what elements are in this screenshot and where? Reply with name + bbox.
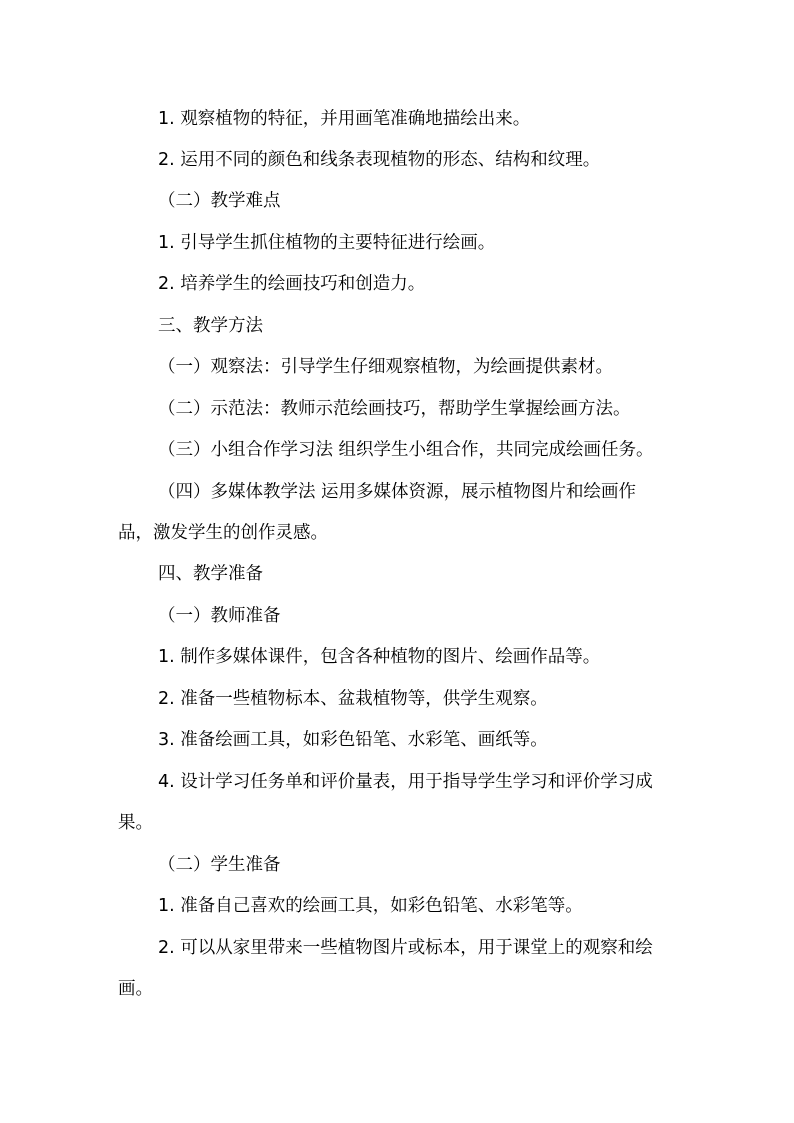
- section-heading-preparation: 四、教学准备: [158, 564, 263, 584]
- difficulty-2: 2. 培养学生的绘画技巧和创造力。: [158, 274, 426, 294]
- method-observation: （一）观察法：引导学生仔细观察植物，为绘画提供素材。: [158, 357, 613, 377]
- method-multimedia: （四）多媒体教学法 运用多媒体资源，展示植物图片和绘画作: [158, 482, 637, 502]
- heading-teacher-prep: （一）教师准备: [158, 606, 281, 626]
- student-prep-2-continued: 画。: [118, 979, 153, 999]
- section-heading-methods: 三、教学方法: [158, 316, 263, 336]
- student-prep-2: 2. 可以从家里带来一些植物图片或标本，用于课堂上的观察和绘: [158, 938, 653, 958]
- heading-difficulties: （二）教学难点: [158, 191, 281, 211]
- method-group-work: （三）小组合作学习法 组织学生小组合作，共同完成绘画任务。: [158, 440, 654, 460]
- student-prep-1: 1. 准备自己喜欢的绘画工具，如彩色铅笔、水彩笔等。: [158, 896, 583, 916]
- objective-1: 1. 观察植物的特征，并用画笔准确地描绘出来。: [158, 109, 531, 129]
- teacher-prep-3: 3. 准备绘画工具，如彩色铅笔、水彩笔、画纸等。: [158, 730, 548, 750]
- teacher-prep-4: 4. 设计学习任务单和评价量表，用于指导学生学习和评价学习成: [158, 772, 653, 792]
- teacher-prep-1: 1. 制作多媒体课件，包含各种植物的图片、绘画作品等。: [158, 647, 601, 667]
- teacher-prep-2: 2. 准备一些植物标本、盆栽植物等，供学生观察。: [158, 689, 548, 709]
- difficulty-1: 1. 引导学生抓住植物的主要特征进行绘画。: [158, 233, 496, 253]
- method-multimedia-continued: 品，激发学生的创作灵感。: [118, 523, 328, 543]
- method-demonstration: （二）示范法：教师示范绘画技巧，帮助学生掌握绘画方法。: [158, 399, 631, 419]
- heading-student-prep: （二）学生准备: [158, 855, 281, 875]
- objective-2: 2. 运用不同的颜色和线条表现植物的形态、结构和纹理。: [158, 150, 601, 170]
- teacher-prep-4-continued: 果。: [118, 813, 153, 833]
